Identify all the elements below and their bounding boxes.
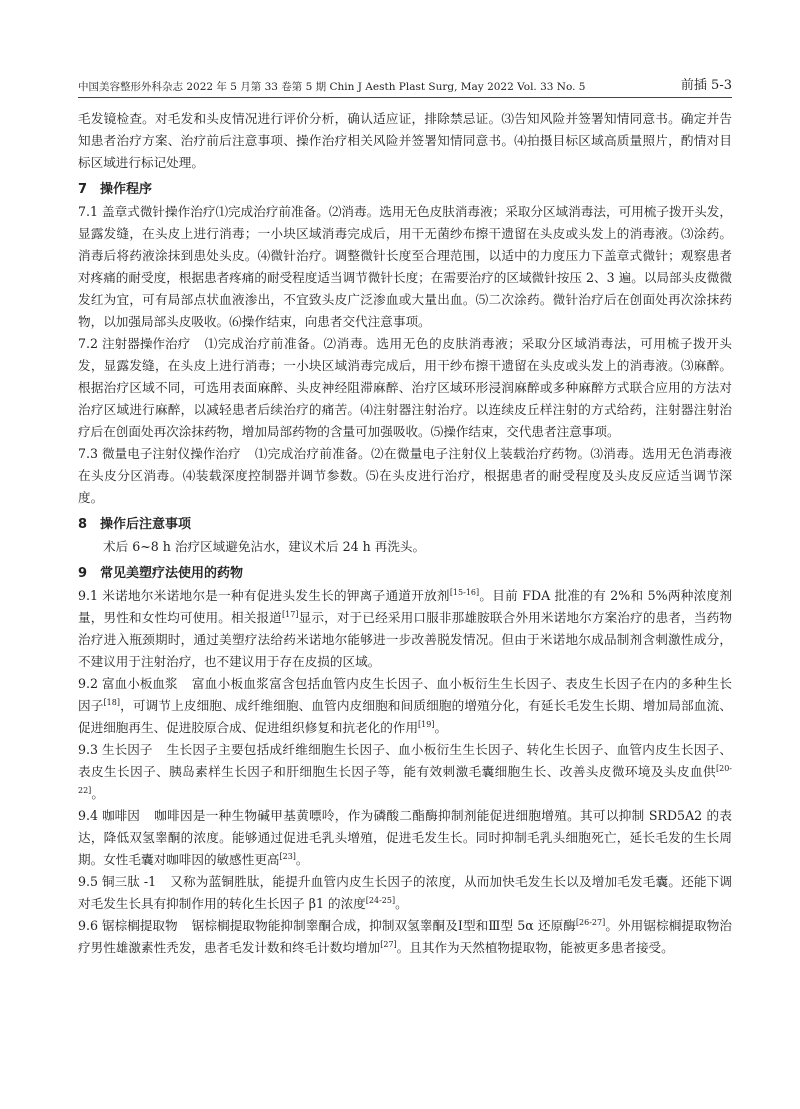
- subsection-7-3: [78, 443, 732, 509]
- citation-ref: [27]: [380, 939, 397, 949]
- subsection-title: 9.4 咖啡因: [78, 808, 140, 823]
- subsection-9-6: [78, 915, 732, 959]
- subsection-9-4: [78, 805, 732, 871]
- citation-ref: [20-22]: [78, 763, 732, 795]
- citation-ref: [15-16]: [449, 587, 480, 597]
- subsection-title: 7.2 注射器操作治疗: [78, 336, 191, 351]
- subsection-9-1: [78, 585, 732, 673]
- page-number: 前插 5-3: [680, 78, 732, 93]
- subsection-9-3: [78, 739, 732, 805]
- text-run: 生长因子主要包括成纤维细胞生长因子、血小板衍生生长因子、转化生长因子、血管内皮生长因子、表皮生长因子、胰岛素样生长因子和肝细胞生长因子等，能有效刺激毛囊细胞生长、改善头皮微环境及头皮血供: [78, 742, 732, 779]
- text-run: 。且其作为天然植物提取物，能被更多患者接受。: [396, 940, 674, 955]
- section-title: 操作程序: [100, 182, 153, 197]
- section-number: 8: [78, 517, 88, 532]
- intro-paragraph: 毛发镜检查。对毛发和头皮情况进行评价分析，确认适应证，排除禁忌证。⑶告知风险并签署知情同意书。确定并告知患者治疗方案、治疗前后注意事项、操作治疗相关风险并签署知情同意书。⑷拍摄目标区域高质量照片，酌情对目标区域进行标记处理。: [78, 111, 732, 170]
- citation-ref: [24-25]: [365, 895, 396, 905]
- subsection-title: 7.3 微量电子注射仪操作治疗: [78, 446, 241, 461]
- header-rule: [78, 97, 732, 98]
- section-title: 操作后注意事项: [100, 517, 192, 532]
- subsection-title: 9.5 铜三肽 -1: [78, 874, 157, 889]
- text-run: 。: [295, 852, 309, 867]
- text-run: 。外用锯棕榈提取物治疗男性雄激素性秃发，患者毛发计数和终毛计数均增加: [78, 918, 732, 955]
- subsection-title: 9.6 锯棕榈提取物: [78, 918, 178, 933]
- article-body: [78, 108, 732, 959]
- citation-ref: [18]: [103, 697, 120, 707]
- text-run: 。: [395, 896, 408, 911]
- section-number: 9: [78, 566, 88, 581]
- section-7-heading: [78, 178, 732, 201]
- citation-ref: [26-27]: [575, 917, 606, 927]
- running-header: [78, 80, 732, 98]
- subsection-9-2: [78, 673, 732, 739]
- section-8-heading: [78, 513, 732, 536]
- subsection-title: 9.3 生长因子: [78, 742, 153, 757]
- citation-ref: [19]: [418, 719, 435, 729]
- section-title: 常见美塑疗法使用的药物: [100, 566, 244, 581]
- subsection-text: ⑴完成治疗前准备。⑵在微量电子注射仪上装载治疗药物。⑶消毒。选用无色消毒液在头皮分区消毒。⑷装载深度控制器并调节参数。⑸在头皮进行治疗，根据患者的耐受程度及头皮反应适当调节深度。: [78, 446, 732, 505]
- text-run: 米诺地尔是一种有促进头发生长的钾离子通道开放剂: [153, 588, 450, 603]
- subsection-text: ⑴完成治疗前准备。⑵消毒。选用无色皮肤消毒液；采取分区域消毒法，可用梳子拨开头发，显露发缝，在头皮上进行消毒；一小块区域消毒完成后，用干无菌纱布擦干遗留在头皮或头发上的消毒液。⑶涂药。消毒后将药液涂抹到患处头皮。⑷微针治疗。调整微针长度至合理范围，以适中的力度压力下盖章式微针；观察患者对疼痛的耐受度，根据患者疼痛的耐受程度适当调节微针长度；在需要治疗的区域微针按压 2、3 遍。以局部头皮微微发红为宜，可有局部点状血液渗出，不宜致头皮广泛渗血或大量出血。⑸二次涂药。微针治疗后在创面处再次涂抹药物，以加强局部头皮吸收。⑹操作结束，向患者交代注意事项。: [78, 204, 732, 329]
- text-run: 。目前 FDA 批准的有 2%和 5%两种浓度剂量，男性和女性均可使用。相关报道: [78, 588, 732, 625]
- subsection-7-2: [78, 333, 732, 443]
- text-run: 。: [434, 720, 448, 735]
- citation-ref: [23]: [279, 851, 296, 861]
- text-run: 显示，对于已经采用口服非那雄胺联合外用米诺地尔方案治疗的患者，当药物治疗进入瓶颈期时，通过美塑疗法给药米诺地尔能够进一步改善脱发情况。但由于米诺地尔成品制剂含刺激性成分，不建议用于注射治疗，也不建议用于存在皮损的区域。: [78, 610, 733, 669]
- text-run: 咖啡因是一种生物碱甲基黄嘌呤，作为磷酸二酯酶抑制剂能促进细胞增殖。其可以抑制 SRD5A2 的表达，降低双氢睾酮的浓度。能够通过促进毛乳头增殖，促进毛发生长。同时抑制毛乳头细胞死亡，延长毛发的生长周期。女性毛囊对咖啡因的敏感性更高: [78, 808, 732, 867]
- subsection-text: ⑴完成治疗前准备。⑵消毒。选用无色的皮肤消毒液；采取分区域消毒法，可用梳子拨开头发，显露发缝，在头皮上进行消毒；一小块区域消毒完成后，用干纱布擦干遗留在头皮或头发上的消毒液。⑶麻醉。根据治疗区域不同，可选用表面麻醉、头皮神经阻滞麻醉、治疗区域环形浸润麻醉或多种麻醉方式联合应用的方法对治疗区域进行麻醉，以减轻患者后续治疗的痛苦。⑷注射器注射治疗。以连续皮丘样注射的方式给药，注射器注射治疗后在创面处再次涂抹药物，增加局部药物的含量可加强吸收。⑸操作结束，交代患者注意事项。: [78, 336, 732, 439]
- section-number: 7: [78, 182, 88, 197]
- subsection-title: 9.1 米诺地尔: [78, 588, 154, 603]
- section-9-heading: [78, 562, 732, 585]
- subsection-7-1: [78, 201, 732, 333]
- subsection-title: 7.1 盖章式微针操作治疗: [78, 204, 216, 219]
- text-run: 锯棕榈提取物能抑制睾酮合成，抑制双氢睾酮及Ⅰ型和Ⅲ型 5α 还原酶: [191, 918, 576, 933]
- citation-ref: [17]: [282, 609, 299, 619]
- text-run: 。: [91, 786, 104, 801]
- text-run: ，可调节上皮细胞、成纤维细胞、血管内皮细胞和间质细胞的增殖分化，有延长毛发生长期、增加局部血流、促进细胞再生、促进胶原合成、促进组织修复和抗老化的作用: [78, 698, 733, 735]
- text-run: 又称为蓝铜胜肽，能提升血管内皮生长因子的浓度，从而加快毛发生长以及增加毛发毛囊。还能下调对毛发生长具有抑制作用的转化生长因子 β1 的浓度: [78, 874, 732, 911]
- section-8-paragraph: 术后 6~8 h 治疗区域避免沾水，建议术后 24 h 再洗头。: [103, 539, 426, 554]
- text-run: 富血小板血浆富含包括血管内皮生长因子、血小板衍生生长因子、表皮生长因子在内的多种生长因子: [78, 676, 732, 713]
- subsection-title: 9.2 富血小板血浆: [78, 676, 178, 691]
- subsection-9-5: [78, 871, 732, 915]
- journal-citation: 中国美容整形外科杂志 2022 年 5 月第 33 卷第 5 期 Chin J Aesth Plast Surg, May 2022 Vol. 33 No. 5: [78, 81, 586, 93]
